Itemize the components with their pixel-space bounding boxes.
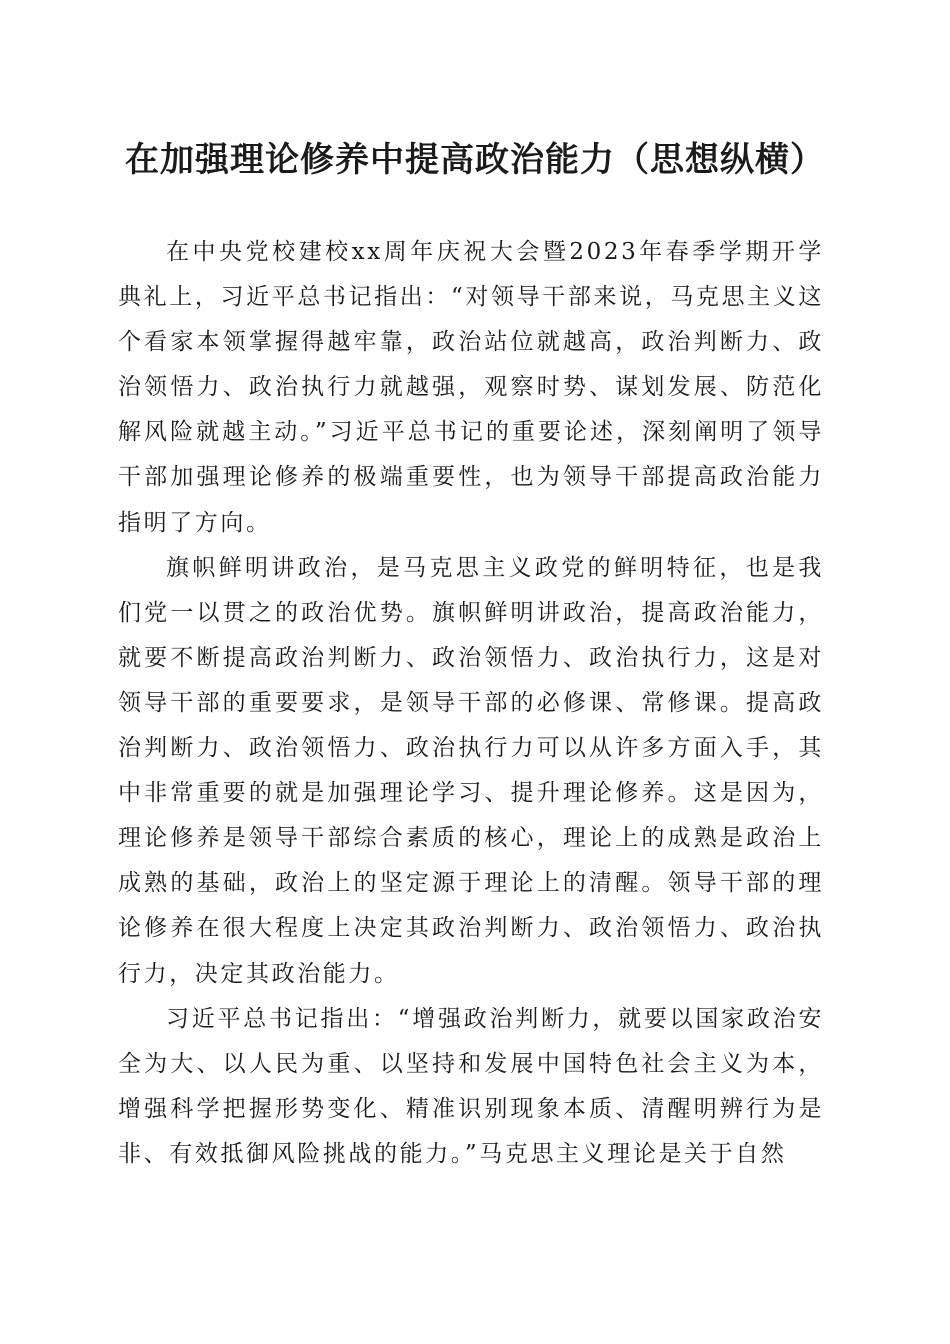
document-body	[118, 230, 824, 1177]
paragraph-1: 在中央党校建校xx周年庆祝大会暨2023年春季学期开学典礼上，习近平总书记指出：“对领导干部来说，马克思主义这个看家本领掌握得越牢靠，政治站位就越高，政治判断力、政治领悟力、政治执行力就越强，观察时势、谋划发展、防范化解风险就越主动。”习近平总书记的重要论述，深刻阐明了领导干部加强理论修养的极端重要性，也为领导干部提高政治能力指明了方向。	[118, 239, 824, 536]
paragraph-2: 旗帜鲜明讲政治，是马克思主义政党的鲜明特征，也是我们党一以贯之的政治优势。旗帜鲜明讲政治，提高政治能力，就要不断提高政治判断力、政治领悟力、政治执行力，这是对领导干部的重要要求，是领导干部的必修课、常修课。提高政治判断力、政治领悟力、政治执行力可以从许多方面入手，其中非常重要的就是加强理论学习、提升理论修养。这是因为，理论修养是领导干部综合素质的核心，理论上的成熟是政治上成熟的基础，政治上的坚定源于理论上的清醒。领导干部的理论修养在很大程度上决定其政治判断力、政治领悟力、政治执行力，决定其政治能力。	[118, 554, 824, 987]
document-title: 在加强理论修养中提高政治能力（思想纵横）	[125, 140, 825, 180]
paragraph-3: 习近平总书记指出：“增强政治判断力，就要以国家政治安全为大、以人民为重、以坚持和发展中国特色社会主义为本，增强科学把握形势变化、精准识别现象本质、清醒明辨行为是非、有效抵御风险挑战的能力。”马克思主义理论是关于自然	[118, 1005, 824, 1167]
